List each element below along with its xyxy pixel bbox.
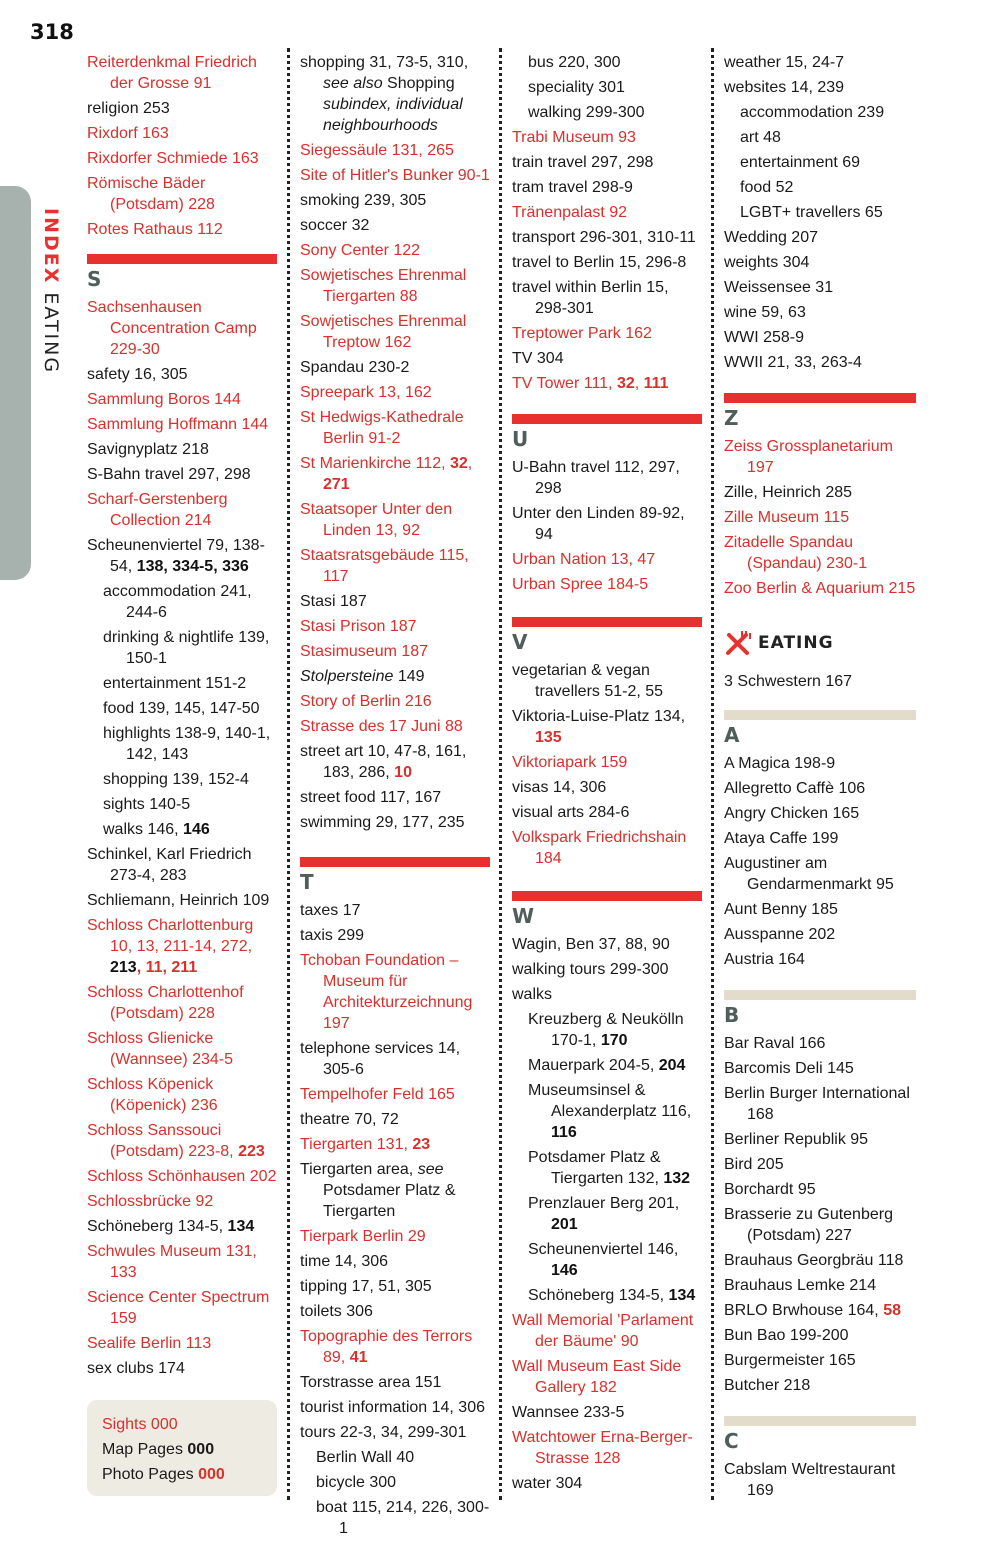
index-entry: accommodation 241, 244-6 — [103, 583, 252, 621]
index-entry: entertainment 151-2 — [103, 675, 247, 692]
index-entry: shopping 139, 152-4 — [103, 771, 249, 788]
index-entry: Scheunenviertel 79, 138-54, 138, 334-5, 336 — [87, 537, 265, 575]
index-entry: speciality 301 — [528, 79, 625, 96]
index-entry: U-Bahn travel 112, 297, 298 — [512, 459, 680, 497]
index-entry: Savignyplatz 218 — [87, 441, 209, 458]
index-section-label — [40, 208, 64, 388]
index-entry: Barcomis Deli 145 — [724, 1060, 854, 1077]
index-entry: Urban Nation 13, 47 — [512, 551, 656, 568]
index-entry: shopping 31, 73-5, 310, see also Shopping subindex, individual neighbourhoods — [300, 54, 469, 134]
index-entry: Museumsinsel & Alexanderplatz 116, 116 — [528, 1082, 692, 1141]
index-entry: Berlin Burger International 168 — [724, 1085, 910, 1123]
index-entry: Trabi Museum 93 — [512, 129, 636, 146]
index-entry: Sowjetisches Ehrenmal Tiergarten 88 — [300, 267, 467, 305]
index-entry: Stasi Prison 187 — [300, 618, 417, 635]
index-entry: Torstrasse area 151 — [300, 1374, 442, 1391]
index-entry: sex clubs 174 — [87, 1360, 185, 1377]
section-header-b — [724, 990, 916, 1027]
index-entry: bus 220, 300 — [528, 54, 621, 71]
index-entry: Bird 205 — [724, 1156, 784, 1173]
index-entry: Sammlung Hoffmann 144 — [87, 416, 269, 433]
section-letter: T — [300, 870, 314, 894]
index-entry: toilets 306 — [300, 1303, 373, 1320]
index-column-4 — [724, 52, 916, 1505]
index-entry: 3 Schwestern 167 — [724, 673, 853, 690]
index-entry: tours 22-3, 34, 299-301 — [300, 1424, 467, 1441]
index-entry: Ataya Caffe 199 — [724, 830, 839, 847]
index-entry: Sealife Berlin 113 — [87, 1335, 212, 1352]
index-entry: Strasse des 17 Juni 88 — [300, 718, 463, 735]
index-entry: highlights 138-9, 140-1, 142, 143 — [103, 725, 271, 763]
index-entry: street food 117, 167 — [300, 789, 442, 806]
index-entry: vegetarian & vegan travellers 51-2, 55 — [512, 662, 664, 700]
index-entry: Staatsratsgebäude 115, 117 — [300, 547, 469, 585]
section-header-u — [512, 414, 702, 451]
index-entry: Wagin, Ben 37, 88, 90 — [512, 936, 670, 953]
index-entry: Schöneberg 134-5, 134 — [528, 1287, 696, 1304]
index-entry: food 139, 145, 147-50 — [103, 700, 260, 717]
index-entry: Bun Bao 199-200 — [724, 1327, 849, 1344]
index-entry: Wall Memorial 'Parlament der Bäume' 90 — [512, 1312, 694, 1350]
index-entry: Volkspark Friedrichshain 184 — [512, 829, 687, 867]
index-entry: Weissensee 31 — [724, 279, 834, 296]
index-entry: Angry Chicken 165 — [724, 805, 860, 822]
index-entry: Tränenpalast 92 — [512, 204, 628, 221]
index-entry: Stasimuseum 187 — [300, 643, 429, 660]
eating-section-header — [724, 629, 916, 657]
index-entry: Stasi 187 — [300, 593, 367, 610]
index-entry: walks 146, 146 — [103, 821, 210, 838]
index-entry: Zitadelle Spandau (Spandau) 230-1 — [724, 534, 868, 572]
index-entry: Tiergarten area, see Potsdamer Platz & Tiergarten — [300, 1161, 456, 1220]
index-entry: websites 14, 239 — [724, 79, 845, 96]
index-entry: Mauerpark 204-5, 204 — [528, 1057, 686, 1074]
index-entry: Schliemann, Heinrich 109 — [87, 892, 270, 909]
section-header-z — [724, 393, 916, 430]
index-entry: Schloss Schönhausen 202 — [87, 1168, 277, 1185]
index-entry: Wannsee 233-5 — [512, 1404, 625, 1421]
index-column-3 — [512, 52, 702, 1498]
index-entry: Brauhaus Georgbräu 118 — [724, 1252, 904, 1269]
column-divider — [711, 48, 714, 1500]
index-entry: tipping 17, 51, 305 — [300, 1278, 432, 1295]
category-label: EATING — [40, 292, 62, 375]
eating-title: EATING — [758, 633, 834, 653]
index-entry: safety 16, 305 — [87, 366, 188, 383]
index-entry: Science Center Spectrum 159 — [87, 1289, 270, 1327]
index-entry: Zille Museum 115 — [724, 509, 850, 526]
index-entry: WWI 258-9 — [724, 329, 805, 346]
section-header-a — [724, 710, 916, 747]
index-entry: Rixdorfer Schmiede 163 — [87, 150, 259, 167]
index-entry: Viktoriapark 159 — [512, 754, 628, 771]
index-column-1 — [87, 52, 277, 1383]
index-entry: Rixdorf 163 — [87, 125, 169, 142]
index-entry: Site of Hitler's Bunker 90-1 — [300, 167, 490, 184]
index-entry: tourist information 14, 306 — [300, 1399, 485, 1416]
index-entry: Augustiner am Gendarmenmarkt 95 — [724, 855, 894, 893]
index-entry: Schlossbrücke 92 — [87, 1193, 214, 1210]
page-number: 318 — [30, 20, 74, 44]
section-header-t — [300, 857, 490, 894]
index-label: INDEX — [40, 208, 62, 285]
index-entry: visas 14, 306 — [512, 779, 607, 796]
index-entry: Siegessäule 131, 265 — [300, 142, 454, 159]
index-entry: Viktoria-Luise-Platz 134, 135 — [512, 708, 686, 746]
index-entry: Schinkel, Karl Friedrich 273-4, 283 — [87, 846, 252, 884]
section-header-w — [512, 891, 702, 928]
section-letter: Z — [724, 406, 739, 430]
section-letter: B — [724, 1003, 740, 1027]
index-entry: sights 140-5 — [103, 796, 191, 813]
index-entry: Römische Bäder (Potsdam) 228 — [87, 175, 215, 213]
index-entry: Rotes Rathaus 112 — [87, 221, 223, 238]
index-entry: Zeiss Grossplanetarium 197 — [724, 438, 893, 476]
index-entry: taxis 299 — [300, 927, 365, 944]
index-entry: transport 296-301, 310-11 — [512, 229, 696, 246]
legend-map-pages: Map Pages 000 — [102, 1441, 215, 1458]
index-entry: Borchardt 95 — [724, 1181, 816, 1198]
index-entry: Schloss Glienicke (Wannsee) 234-5 — [87, 1030, 234, 1068]
index-entry: Zoo Berlin & Aquarium 215 — [724, 580, 916, 597]
column-divider — [499, 48, 502, 1500]
index-entry: Topographie des Terrors 89, 41 — [300, 1328, 473, 1366]
index-entry: Scharf-Gerstenberg Collection 214 — [87, 491, 228, 529]
index-entry: wine 59, 63 — [724, 304, 806, 321]
index-entry: travel within Berlin 15, 298-301 — [512, 279, 669, 317]
index-entry: St Marienkirche 112, 32, 271 — [300, 455, 473, 493]
index-column-2 — [300, 52, 490, 1543]
index-entry: drinking & nightlife 139, 150-1 — [103, 629, 270, 667]
index-entry: Schloss Köpenick (Köpenick) 236 — [87, 1076, 218, 1114]
index-entry: TV Tower 111, 32, 111 — [512, 375, 669, 392]
index-entry: Berliner Republik 95 — [724, 1131, 869, 1148]
index-entry: art 48 — [740, 129, 781, 146]
index-entry: weather 15, 24-7 — [724, 54, 845, 71]
index-entry: Unter den Linden 89-92, 94 — [512, 505, 685, 543]
index-entry: Brauhaus Lemke 214 — [724, 1277, 877, 1294]
index-entry: Tierpark Berlin 29 — [300, 1228, 426, 1245]
index-entry: Bar Raval 166 — [724, 1035, 826, 1052]
index-entry: Schöneberg 134-5, 134 — [87, 1218, 255, 1235]
index-entry: boat 115, 214, 226, 300-1 — [316, 1499, 490, 1537]
index-entry: theatre 70, 72 — [300, 1111, 399, 1128]
index-entry: Prenzlauer Berg 201, 201 — [528, 1195, 680, 1233]
index-side-tab — [0, 186, 31, 580]
index-entry: Ausspanne 202 — [724, 926, 836, 943]
index-entry: Staatsoper Unter den Linden 13, 92 — [300, 501, 453, 539]
index-entry: walks — [512, 986, 553, 1003]
index-entry: swimming 29, 177, 235 — [300, 814, 465, 831]
index-entry: smoking 239, 305 — [300, 192, 427, 209]
index-entry: Spandau 230-2 — [300, 359, 410, 376]
index-entry: walking 299-300 — [528, 104, 645, 121]
index-entry: taxes 17 — [300, 902, 361, 919]
index-entry: Tempelhofer Feld 165 — [300, 1086, 455, 1103]
index-entry: TV 304 — [512, 350, 564, 367]
section-header-s — [87, 254, 277, 291]
section-letter: C — [724, 1429, 739, 1453]
index-entry: street art 10, 47-8, 161, 183, 286, 10 — [300, 743, 467, 781]
index-entry: Sammlung Boros 144 — [87, 391, 241, 408]
index-entry: water 304 — [512, 1475, 583, 1492]
index-entry: Watchtower Erna-Berger-Strasse 128 — [512, 1429, 693, 1467]
index-entry: Zille, Heinrich 285 — [724, 484, 853, 501]
index-entry: Urban Spree 184-5 — [512, 576, 649, 593]
index-entry: Sachsenhausen Concentration Camp 229-30 — [87, 299, 257, 358]
index-entry: Reiterdenkmal Friedrich der Grosse 91 — [87, 54, 257, 92]
section-header-c — [724, 1416, 916, 1453]
index-entry: visual arts 284-6 — [512, 804, 630, 821]
legend-box — [87, 1400, 277, 1496]
index-entry: Wall Museum East Side Gallery 182 — [512, 1358, 682, 1396]
index-entry: Spreepark 13, 162 — [300, 384, 432, 401]
index-entry: A Magica 198-9 — [724, 755, 836, 772]
index-entry: weights 304 — [724, 254, 810, 271]
index-entry: bicycle 300 — [316, 1474, 397, 1491]
index-entry: Butcher 218 — [724, 1377, 811, 1394]
section-letter: S — [87, 267, 102, 291]
index-entry: Schwules Museum 131, 133 — [87, 1243, 257, 1281]
index-entry: Sowjetisches Ehrenmal Treptow 162 — [300, 313, 467, 351]
index-entry: travel to Berlin 15, 296-8 — [512, 254, 687, 271]
index-entry: Schloss Charlottenhof (Potsdam) 228 — [87, 984, 244, 1022]
index-entry: Sony Center 122 — [300, 242, 421, 259]
index-entry: Brasserie zu Gutenberg (Potsdam) 227 — [724, 1206, 893, 1244]
index-entry: telephone services 14, 305-6 — [300, 1040, 461, 1078]
index-entry: soccer 32 — [300, 217, 370, 234]
index-entry: religion 253 — [87, 100, 170, 117]
index-entry: WWII 21, 33, 263-4 — [724, 354, 862, 371]
index-entry: Stolpersteine 149 — [300, 668, 425, 685]
index-entry: entertainment 69 — [740, 154, 861, 171]
index-entry: Tchoban Foundation – Museum für Architekturzeichnung 197 — [300, 952, 473, 1032]
column-divider — [287, 48, 290, 1500]
index-entry: food 52 — [740, 179, 794, 196]
legend-photo-pages: Photo Pages 000 — [102, 1466, 225, 1483]
index-entry: Austria 164 — [724, 951, 805, 968]
index-entry: Kreuzberg & Neukölln 170-1, 170 — [528, 1011, 684, 1049]
index-entry: train travel 297, 298 — [512, 154, 654, 171]
section-header-v — [512, 617, 702, 654]
index-entry: Potsdamer Platz & Tiergarten 132, 132 — [528, 1149, 691, 1187]
index-entry: Burgermeister 165 — [724, 1352, 856, 1369]
index-entry: Schloss Charlottenburg 10, 13, 211-14, 272, 213, 11, 211 — [87, 917, 254, 976]
index-entry: Scheunenviertel 146, 146 — [528, 1241, 679, 1279]
section-letter: W — [512, 904, 535, 928]
index-entry: Schloss Sanssouci (Potsdam) 223-8, 223 — [87, 1122, 265, 1160]
index-entry: tram travel 298-9 — [512, 179, 633, 196]
section-letter: A — [724, 723, 740, 747]
index-entry: Allegretto Caffè 106 — [724, 780, 866, 797]
index-entry: Aunt Benny 185 — [724, 901, 838, 918]
index-entry: St Hedwigs-Kathedrale Berlin 91-2 — [300, 409, 464, 447]
index-entry: BRLO Brwhouse 164, 58 — [724, 1302, 901, 1319]
legend-sights: Sights 000 — [102, 1416, 178, 1433]
index-entry: time 14, 306 — [300, 1253, 389, 1270]
section-letter: U — [512, 427, 529, 451]
index-entry: LGBT+ travellers 65 — [740, 204, 883, 221]
fork-knife-icon — [724, 629, 752, 657]
index-entry: S-Bahn travel 297, 298 — [87, 466, 251, 483]
index-entry: accommodation 239 — [740, 104, 885, 121]
index-entry: Treptower Park 162 — [512, 325, 652, 342]
index-entry: walking tours 299-300 — [512, 961, 669, 978]
index-entry: Tiergarten 131, 23 — [300, 1136, 431, 1153]
index-entry: Cabslam Weltrestaurant 169 — [724, 1461, 896, 1499]
section-letter: V — [512, 630, 528, 654]
index-entry: Berlin Wall 40 — [316, 1449, 415, 1466]
index-entry: Story of Berlin 216 — [300, 693, 432, 710]
index-entry: Wedding 207 — [724, 229, 818, 246]
